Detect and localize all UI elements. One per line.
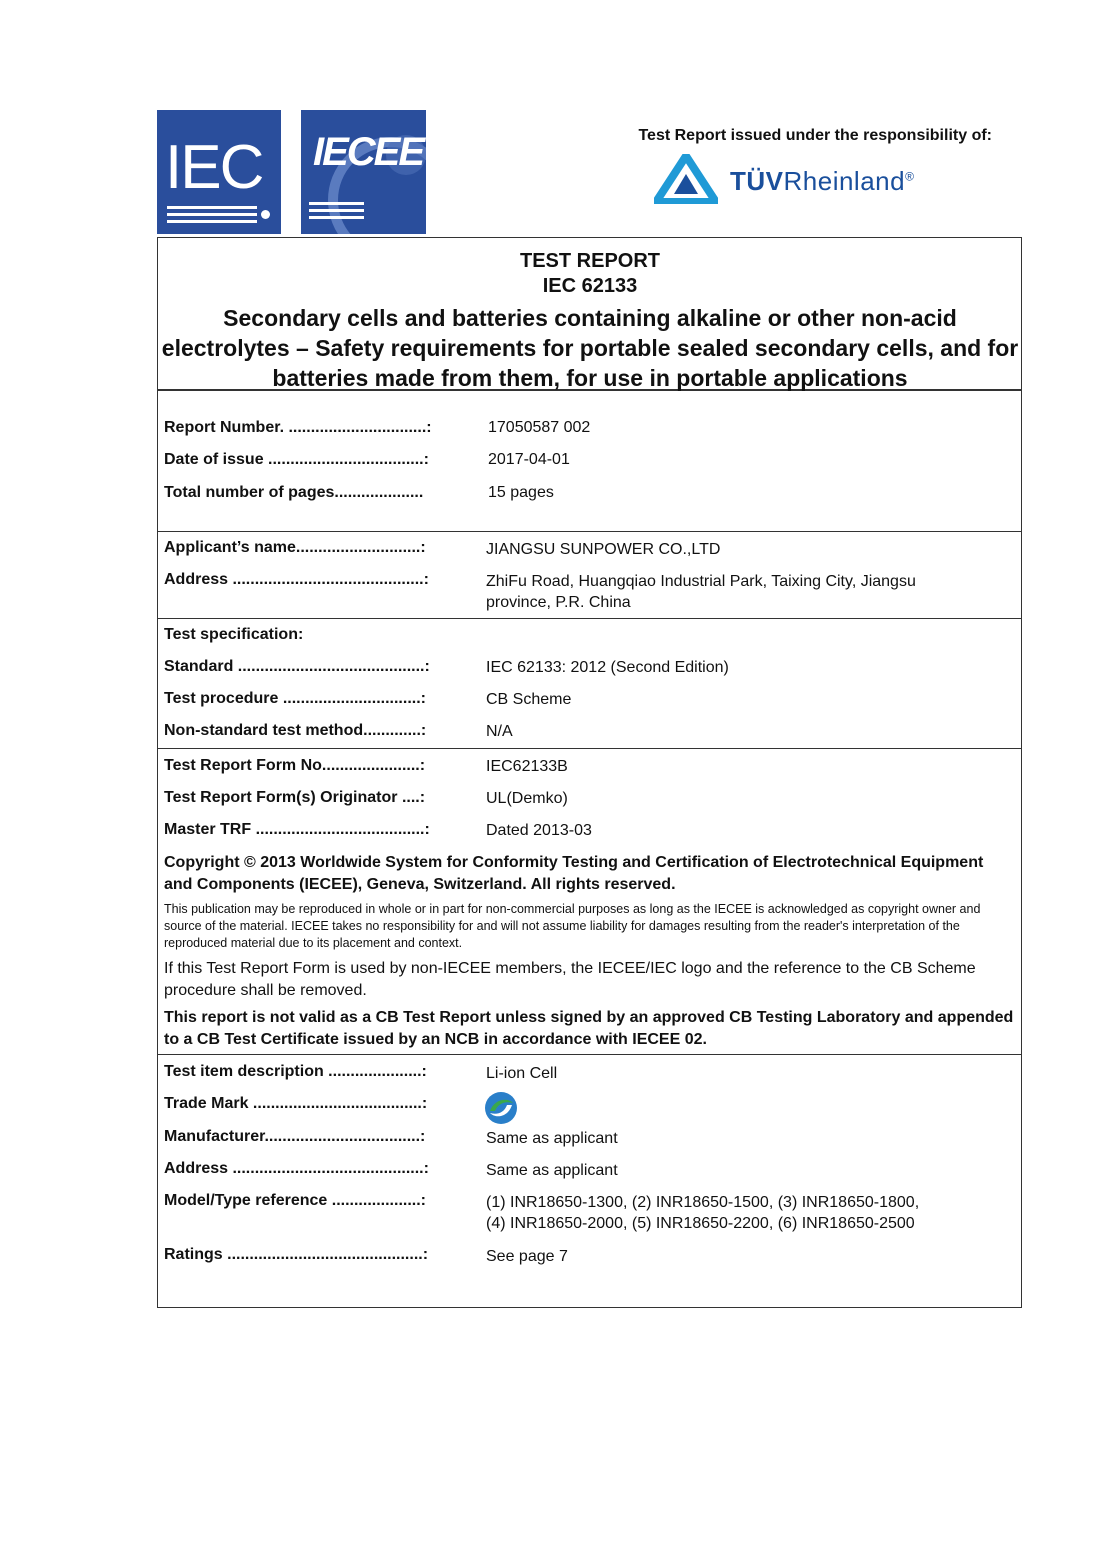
master-trf-value: Dated 2013-03 (486, 822, 592, 839)
report-number-label: Report Number. ...............................: (164, 419, 432, 436)
test-procedure-value: CB Scheme (486, 691, 572, 708)
tuv-triangle-icon (654, 154, 718, 209)
applicant-name-label: Applicant’s name............................: (164, 539, 426, 556)
model-type-label: Model/Type reference ....................: (164, 1192, 426, 1209)
title-line3: Secondary cells and batteries containing alkaline or other non-acid electrolytes – Safety requirements for portable sealed secondary cells, and for batteries made from them, for use in portable applications (161, 305, 1019, 391)
test-item-value: Li-ion Cell (486, 1065, 558, 1082)
applicant-name-value: JIANGSU SUNPOWER CO.,LTD (486, 541, 721, 558)
validity-notice: This report is not valid as a CB Test Report unless signed by an approved CB Testing Laboratory and appended to a CB Test Certificate issued by an NCB in accordance with IECEE 02. (164, 1009, 1014, 1048)
test-item-label: Test item description .....................: (164, 1063, 427, 1080)
ratings-label: Ratings ............................................: (164, 1246, 429, 1263)
manufacturer-address-label: Address ...........................................: (164, 1160, 429, 1177)
trade-mark-logo-icon (484, 1091, 518, 1130)
trf-originator-label: Test Report Form(s) Originator ....: (164, 789, 426, 806)
non-standard-method-label: Non-standard test method.............: (164, 722, 427, 739)
total-pages-value: 15 pages (488, 484, 554, 501)
non-iecee-notice: If this Test Report Form is used by non-IECEE members, the IECEE/IEC logo and the reference to the CB Scheme procedure shall be removed. (164, 960, 976, 999)
standard-label: Standard ..........................................: (164, 658, 430, 675)
title-line2: IEC 62133 (542, 275, 638, 297)
standard-value: IEC 62133: 2012 (Second Edition) (486, 659, 729, 676)
manufacturer-address-value: Same as applicant (486, 1162, 618, 1179)
trf-originator-value: UL(Demko) (486, 790, 568, 807)
iecee-logo (301, 110, 426, 234)
ratings-value: See page 7 (486, 1248, 568, 1265)
model-type-value: (1) INR18650-1300, (2) INR18650-1500, (3) INR18650-1800, (486, 1194, 920, 1211)
tuv-rheinland-logo: TÜVRheinland® (730, 166, 915, 196)
report-title (160, 249, 1020, 393)
copyright-notice: Copyright © 2013 Worldwide System for Conformity Testing and Certification of Electrotechnical Equipment and Components (IECEE), Geneva, Switzerland. All rights reserved. (164, 854, 984, 893)
test-procedure-label: Test procedure ...............................: (164, 690, 426, 707)
title-line1: TEST REPORT (519, 250, 660, 272)
model-type-value-line2: (4) INR18650-2000, (5) INR18650-2200, (6) INR18650-2500 (486, 1215, 915, 1232)
manufacturer-value: Same as applicant (486, 1130, 618, 1147)
applicant-address-value-line2: province, P.R. China (486, 594, 631, 611)
date-of-issue-label: Date of issue ...................................: (164, 451, 429, 468)
responsibility-text: Test Report issued under the responsibility of: (638, 127, 992, 144)
applicant-address-label: Address ...........................................: (164, 571, 429, 588)
iec-logo (157, 110, 281, 234)
total-pages-label: Total number of pages.................... (164, 484, 424, 501)
trf-number-label: Test Report Form No......................: (164, 757, 426, 774)
manufacturer-label: Manufacturer...................................: (164, 1128, 426, 1145)
applicant-address-value: ZhiFu Road, Huangqiao Industrial Park, Taixing City, Jiangsu (486, 573, 916, 590)
test-specification-heading: Test specification: (164, 626, 304, 643)
master-trf-label: Master TRF ......................................: (164, 821, 430, 838)
date-of-issue-value: 2017-04-01 (488, 451, 570, 468)
non-standard-method-value: N/A (486, 723, 513, 740)
trf-number-value: IEC62133B (486, 758, 568, 775)
iec-logo-text: IEC (165, 133, 263, 202)
trade-mark-label: Trade Mark ......................................: (164, 1095, 428, 1112)
iecee-logo-text: IECEE (313, 130, 424, 174)
report-number-value: 17050587 002 (488, 419, 591, 436)
reproduction-notice: This publication may be reproduced in whole or in part for non-commercial purposes as long as the IECEE is acknowledged as copyright owner and source of the material. IECEE takes no responsibility for and will not assume liability for damages resulting from the reader's interpretation of the reproduced material due to its placement and context. (164, 902, 981, 950)
